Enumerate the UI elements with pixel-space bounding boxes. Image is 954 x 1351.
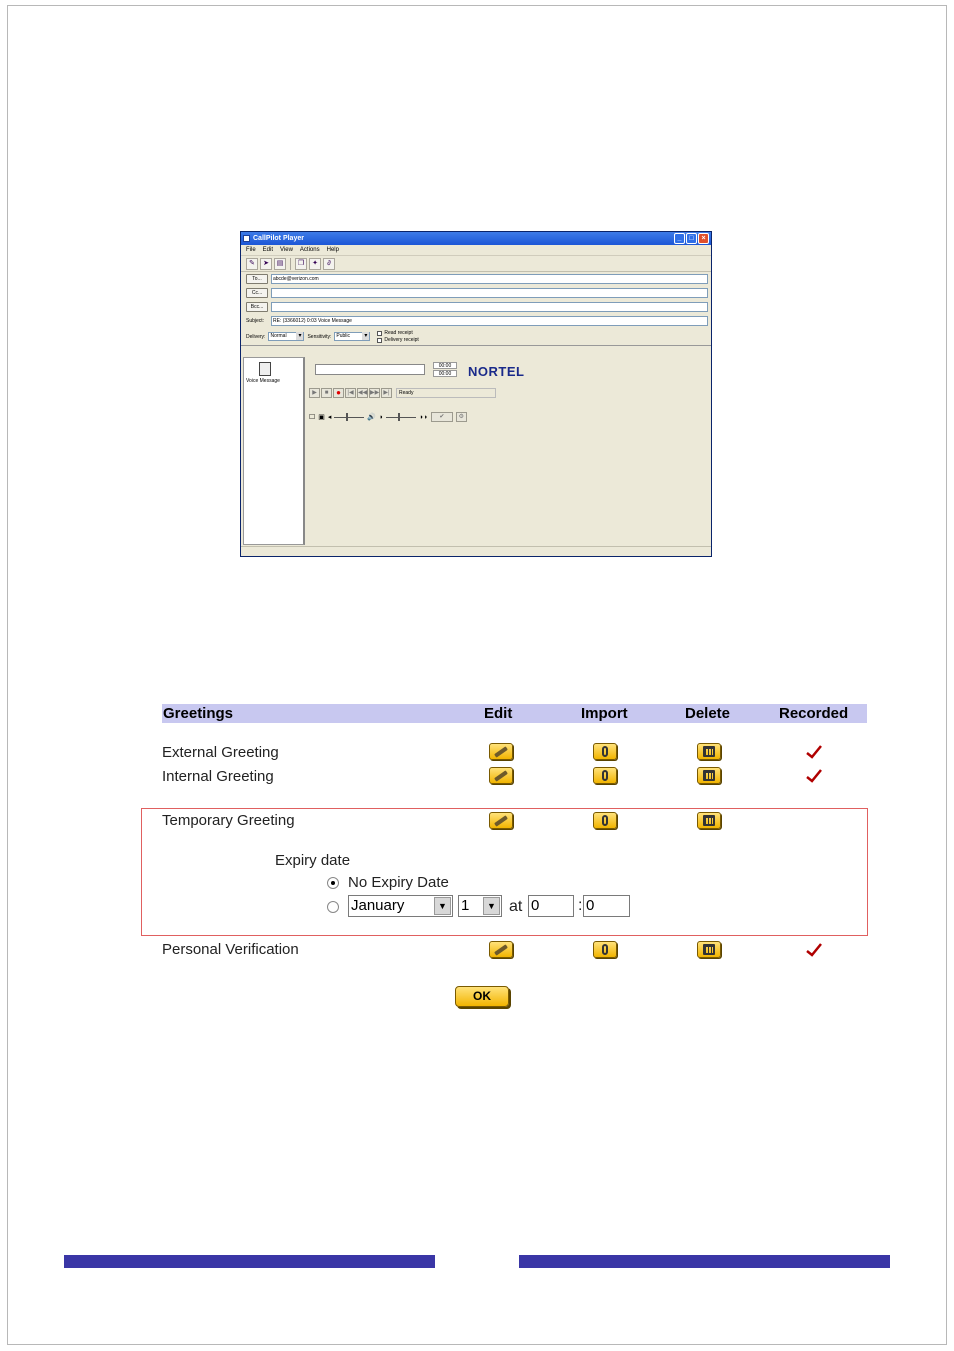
call-sender-icon[interactable]: ✔ [431, 412, 453, 422]
paperclip-icon [602, 746, 608, 757]
delivery-label: Delivery: [246, 333, 266, 340]
bcc-field[interactable] [271, 302, 708, 312]
skip-end-icon[interactable]: ▶| [381, 388, 392, 398]
play-icon[interactable]: ▶ [309, 388, 320, 398]
menu-actions[interactable]: Actions [299, 247, 320, 253]
expiry-date-label: Expiry date [275, 852, 351, 869]
menu-file[interactable]: File [246, 247, 256, 253]
paperclip-icon [602, 770, 608, 781]
close-button[interactable]: × [698, 233, 709, 244]
temporary-greeting-label: Temporary Greeting [162, 812, 295, 829]
volume-low-icon: ◂ [327, 414, 332, 421]
speed-slider[interactable] [386, 417, 416, 418]
settings-icon[interactable]: ⚙ [456, 412, 467, 422]
sensitivity-label: Sensitivity: [307, 333, 332, 340]
time-colon: : [578, 897, 583, 914]
personal-delete-button[interactable] [697, 941, 721, 958]
to-button[interactable]: To... [246, 274, 268, 284]
expiry-date-radio[interactable] [327, 901, 339, 913]
header-delete: Delete [685, 705, 731, 722]
delivery-select[interactable]: Normal ▾ [268, 332, 304, 341]
internal-recorded-check-icon [806, 769, 822, 783]
send-icon[interactable]: ➤ [260, 258, 272, 270]
fast-forward-icon[interactable]: ▶▶ [370, 390, 380, 396]
trash-icon [703, 815, 715, 826]
maximize-button[interactable]: □ [686, 233, 697, 244]
stop-icon[interactable]: ■ [321, 388, 332, 398]
internal-greeting-label: Internal Greeting [162, 768, 274, 785]
cc-field[interactable] [271, 288, 708, 298]
pencil-icon [494, 746, 508, 757]
trash-icon [703, 746, 715, 757]
to-row [241, 272, 711, 286]
bcc-button[interactable]: Bcc... [246, 302, 268, 312]
toolbar [241, 256, 711, 272]
pencil-icon [494, 770, 508, 781]
header-greetings: Greetings [163, 705, 234, 722]
ok-button[interactable]: OK [455, 986, 509, 1007]
footer-bar-right [519, 1255, 890, 1268]
record-icon[interactable]: ● [333, 388, 344, 398]
expiry-month-select[interactable] [348, 895, 453, 917]
external-greeting-label: External Greeting [162, 744, 279, 761]
app-icon [243, 235, 250, 242]
temporary-edit-button[interactable] [489, 812, 513, 829]
window-statusbar [241, 546, 711, 556]
paperclip-icon [602, 815, 608, 826]
volume-high-icon: 🔊 [367, 414, 377, 421]
chevron-down-icon: ▼ [434, 897, 451, 915]
internal-import-button[interactable] [593, 767, 617, 784]
expiry-hour-input[interactable]: 0 [528, 895, 574, 917]
cc-row [241, 286, 711, 300]
header-recorded: Recorded [779, 705, 849, 722]
voice-message-icon[interactable] [259, 362, 271, 376]
player-controls-pane [305, 357, 709, 545]
personal-import-button[interactable] [593, 941, 617, 958]
time-total: 00:00 [433, 370, 457, 377]
options-row [241, 328, 711, 346]
delivery-receipt-checkbox[interactable] [377, 338, 382, 343]
minimize-button[interactable]: _ [674, 233, 685, 244]
print-icon[interactable]: ▤ [274, 258, 286, 270]
cc-button[interactable]: Cc... [246, 288, 268, 298]
new-message-icon[interactable]: ✎ [246, 258, 258, 270]
sensitivity-select[interactable]: Public ▾ [334, 332, 370, 341]
volume-slider[interactable] [334, 417, 364, 418]
phone-icon[interactable]: ☐ [309, 414, 316, 421]
properties-icon[interactable]: ✦ [309, 258, 321, 270]
window-titlebar [241, 232, 711, 245]
at-label: at [509, 898, 523, 915]
personal-edit-button[interactable] [489, 941, 513, 958]
read-receipt-label: Read receipt [384, 330, 413, 336]
personal-recorded-check-icon [806, 943, 822, 957]
temporary-delete-button[interactable] [697, 812, 721, 829]
window-title: CallPilot Player [253, 235, 304, 242]
skip-start-icon[interactable]: |◀ [345, 388, 356, 398]
to-field[interactable]: abcde@verizon.com [271, 274, 708, 284]
trash-icon [703, 944, 715, 955]
menu-help[interactable]: Help [326, 247, 339, 253]
personal-verification-label: Personal Verification [162, 941, 299, 958]
no-expiry-radio[interactable] [327, 877, 339, 889]
expiry-day-value: 1 [461, 897, 470, 914]
menu-edit[interactable]: Edit [262, 247, 274, 253]
expiry-month-value: January [351, 897, 405, 914]
header-import: Import [581, 705, 628, 722]
external-import-button[interactable] [593, 743, 617, 760]
paperclip-icon [602, 944, 608, 955]
subject-row [241, 314, 711, 328]
speed-fast-icon: ◗◗ [419, 413, 428, 421]
transport-controls [309, 388, 496, 398]
playback-progress[interactable] [315, 364, 425, 375]
subject-label: Subject: [246, 318, 265, 324]
copy-icon[interactable]: ❐ [295, 258, 307, 270]
time-elapsed: 00:00 [433, 362, 457, 369]
attach-icon[interactable]: ∂ [323, 258, 335, 270]
delivery-receipt-label: Delivery receipt [384, 337, 419, 343]
voice-message-label: Voice Message [246, 378, 280, 384]
speed-slow-icon: ◗ [379, 413, 384, 421]
footer-bar-left [64, 1255, 435, 1268]
subject-field[interactable]: RE: (3366012) 0:03 Voice Message [271, 316, 708, 326]
nortel-logo: NORTEL [468, 364, 525, 379]
header-edit: Edit [484, 705, 513, 722]
external-recorded-check-icon [806, 745, 822, 759]
attachments-pane [243, 357, 305, 545]
rewind-icon[interactable]: ◀◀ [358, 390, 368, 396]
expiry-minute-input[interactable]: 0 [583, 895, 630, 917]
chevron-down-icon: ▼ [483, 897, 500, 915]
internal-delete-button[interactable] [697, 767, 721, 784]
volume-controls [309, 412, 467, 422]
menu-view[interactable]: View [280, 247, 293, 253]
callpilot-player-window [240, 231, 712, 557]
speaker-select-icon[interactable]: ▣ [318, 414, 325, 421]
read-receipt-checkbox[interactable] [377, 331, 382, 336]
menubar [241, 245, 711, 256]
no-expiry-label: No Expiry Date [348, 874, 449, 891]
trash-icon [703, 770, 715, 781]
expiry-day-select[interactable] [458, 895, 502, 917]
bcc-row [241, 300, 711, 314]
pencil-icon [494, 944, 508, 955]
pencil-icon [494, 815, 508, 826]
temporary-import-button[interactable] [593, 812, 617, 829]
greetings-header [162, 704, 867, 723]
player-body [243, 357, 709, 545]
internal-edit-button[interactable] [489, 767, 513, 784]
external-delete-button[interactable] [697, 743, 721, 760]
status-text: Ready [396, 388, 496, 398]
external-edit-button[interactable] [489, 743, 513, 760]
page-border [7, 5, 947, 1345]
